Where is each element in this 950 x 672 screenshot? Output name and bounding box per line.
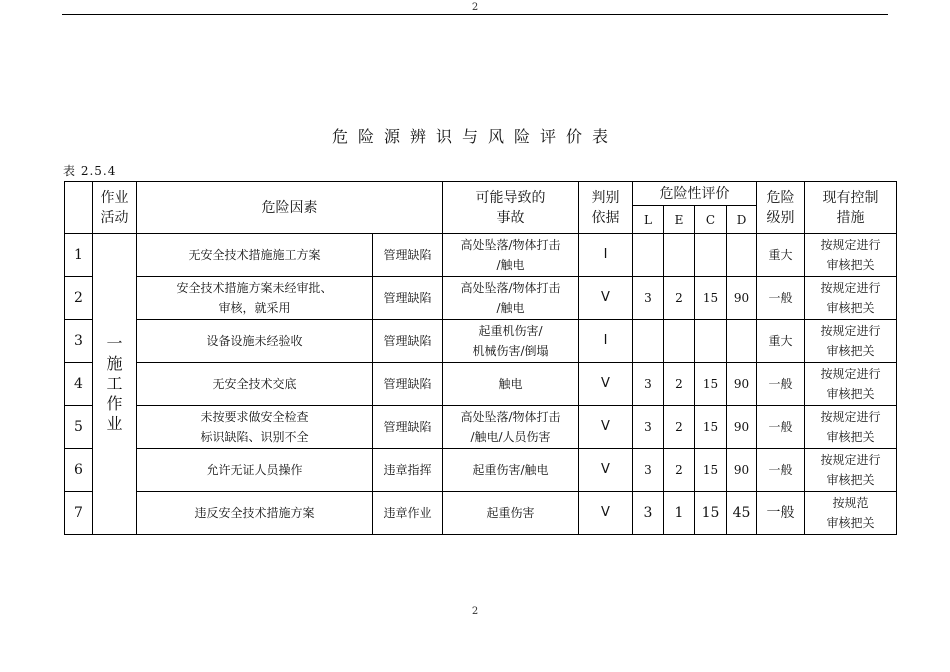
table-row (65, 277, 897, 320)
E-cell: 2 (664, 406, 695, 449)
C-cell (695, 320, 727, 363)
category-cell: 管理缺陷 (373, 406, 443, 449)
control-cell: 按规定进行 审核把关 (805, 363, 897, 406)
factor-cell: 未按要求做安全检查 标识缺陷、识别不全 (137, 406, 373, 449)
row-number: 6 (65, 449, 93, 492)
header-accident: 可能导致的 事故 (443, 182, 579, 234)
level-cell: 一般 (757, 406, 805, 449)
header-activity: 作业 活动 (93, 182, 137, 234)
header-basis: 判别 依据 (579, 182, 633, 234)
basis-cell: V (579, 492, 633, 535)
C-cell: 15 (695, 363, 727, 406)
category-cell: 管理缺陷 (373, 277, 443, 320)
table-row (65, 492, 897, 535)
D-cell: 45 (727, 492, 757, 535)
C-cell: 15 (695, 406, 727, 449)
level-cell: 一般 (757, 277, 805, 320)
D-cell: 90 (727, 449, 757, 492)
basis-cell: V (579, 406, 633, 449)
L-cell: 3 (633, 277, 664, 320)
C-cell: 15 (695, 449, 727, 492)
D-cell: 90 (727, 406, 757, 449)
row-number: 4 (65, 363, 93, 406)
factor-cell: 无安全技术措施施工方案 (137, 234, 373, 277)
L-cell: 3 (633, 406, 664, 449)
table-label: 表 2.5.4 (63, 164, 117, 178)
control-cell: 按规定进行 审核把关 (805, 406, 897, 449)
page-number-top: 2 (471, 2, 479, 13)
L-cell: 3 (633, 492, 664, 535)
L-cell: 3 (633, 363, 664, 406)
accident-cell: 起重机伤害/ 机械伤害/倒塌 (443, 320, 579, 363)
table-row (65, 320, 897, 363)
category-cell: 违章指挥 (373, 449, 443, 492)
table-row (65, 406, 897, 449)
category-cell: 管理缺陷 (373, 234, 443, 277)
table-row (65, 234, 897, 277)
document-title: 危险源辨识与风险评价表 (331, 127, 618, 146)
table-row (65, 363, 897, 406)
basis-cell: V (579, 363, 633, 406)
L-cell (633, 234, 664, 277)
D-cell: 90 (727, 277, 757, 320)
header-evaluation: 危险性评价 (633, 182, 757, 206)
header-D: D (727, 206, 757, 234)
level-cell: 重大 (757, 234, 805, 277)
row-number: 2 (65, 277, 93, 320)
factor-cell: 违反安全技术措施方案 (137, 492, 373, 535)
header-no (65, 182, 93, 234)
row-number: 3 (65, 320, 93, 363)
E-cell (664, 320, 695, 363)
basis-cell: V (579, 277, 633, 320)
D-cell (727, 320, 757, 363)
C-cell: 15 (695, 277, 727, 320)
header-rule (62, 14, 888, 15)
factor-cell: 允许无证人员操作 (137, 449, 373, 492)
accident-cell: 起重伤害/触电 (443, 449, 579, 492)
C-cell (695, 234, 727, 277)
activity-cell: 一 施 工 作 业 (93, 234, 137, 535)
control-cell: 按规定进行 审核把关 (805, 320, 897, 363)
control-cell: 按规定进行 审核把关 (805, 277, 897, 320)
factor-cell: 设备设施未经验收 (137, 320, 373, 363)
risk-table (64, 181, 897, 535)
accident-cell: 高处坠落/物体打击 /触电/人员伤害 (443, 406, 579, 449)
level-cell: 一般 (757, 449, 805, 492)
header-L: L (633, 206, 664, 234)
category-cell: 管理缺陷 (373, 320, 443, 363)
accident-cell: 高处坠落/物体打击 /触电 (443, 277, 579, 320)
L-cell: 3 (633, 449, 664, 492)
level-cell: 一般 (757, 492, 805, 535)
basis-cell: V (579, 449, 633, 492)
E-cell: 1 (664, 492, 695, 535)
category-cell: 管理缺陷 (373, 363, 443, 406)
E-cell: 2 (664, 449, 695, 492)
header-factor: 危险因素 (137, 182, 443, 234)
factor-cell: 安全技术措施方案未经审批、 审核，就采用 (137, 277, 373, 320)
level-cell: 重大 (757, 320, 805, 363)
header-E: E (664, 206, 695, 234)
row-number: 1 (65, 234, 93, 277)
category-cell: 违章作业 (373, 492, 443, 535)
accident-cell: 高处坠落/物体打击 /触电 (443, 234, 579, 277)
control-cell: 按规定进行 审核把关 (805, 234, 897, 277)
C-cell: 15 (695, 492, 727, 535)
D-cell: 90 (727, 363, 757, 406)
header-level: 危险 级别 (757, 182, 805, 234)
row-number: 5 (65, 406, 93, 449)
E-cell (664, 234, 695, 277)
page-number-bottom: 2 (471, 606, 479, 617)
D-cell (727, 234, 757, 277)
header-control: 现有控制 措施 (805, 182, 897, 234)
factor-cell: 无安全技术交底 (137, 363, 373, 406)
E-cell: 2 (664, 277, 695, 320)
basis-cell: I (579, 320, 633, 363)
level-cell: 一般 (757, 363, 805, 406)
accident-cell: 起重伤害 (443, 492, 579, 535)
control-cell: 按规定进行 审核把关 (805, 449, 897, 492)
header-C: C (695, 206, 727, 234)
accident-cell: 触电 (443, 363, 579, 406)
L-cell (633, 320, 664, 363)
basis-cell: I (579, 234, 633, 277)
table-row (65, 449, 897, 492)
control-cell: 按规范 审核把关 (805, 492, 897, 535)
row-number: 7 (65, 492, 93, 535)
E-cell: 2 (664, 363, 695, 406)
